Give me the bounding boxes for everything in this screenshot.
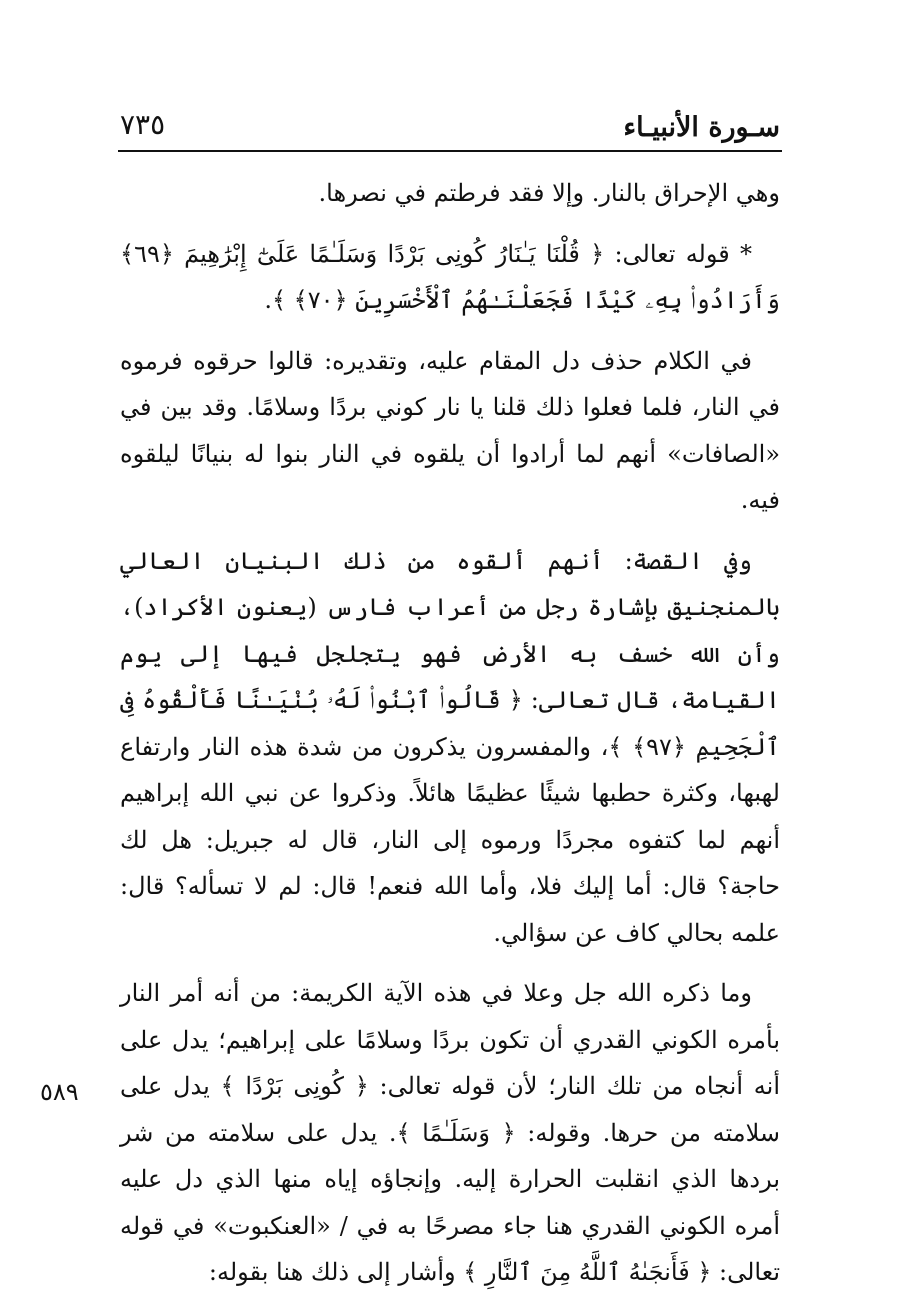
paragraph-4: وفي القصة: أنهم ألقوه من ذلك البنيان العالي بالمنجنيق بإشارة رجل من أعراب فارس (يعنون الأكراد)، وأن الله خسف به الأرض فهو يتجلجل فيها إلى يوم القيامة، قال تعالى: ﴿ قَالُوا۟ ٱبْنُوا۟ لَهُۥ بُنْيَـٰنًا فَأَلْقُوهُ فِى ٱلْجَحِيمِ ﴿٩٧﴾ ﴾، والمفسرون يذكرون من شدة هذه النار وارتفاع لهبها، وكثرة حطبها شيئًا عظيمًا هائلاً. وذكروا عن نبي الله إبراهيم أنهم لما كتفوه مجردًا ورموه إلى النار، قال له جبريل: هل لك حاجة؟ قال: أما إليك فلا، وأما الله فنعم! قال: لم لا تسأله؟ قال: علمه بحالي كاف عن سؤالي. xyxy=(120,546,780,947)
header-rule xyxy=(118,150,782,152)
paragraph-verse-quote: * قوله تعالى: ﴿ قُلْنَا يَـٰنَارُ كُونِى بَرْدًا وَسَلَـٰمًا عَلَىٰٓ إِبْرَٰهِيمَ ﴿٦٩﴾ وَأَرَادُوا۟ بِهِۦ كَيْدًا فَجَعَلْنَـٰهُمُ ٱلْأَخْسَرِينَ ﴿٧٠﴾ ﴾. xyxy=(120,239,780,314)
page-body xyxy=(120,170,780,1296)
paragraph-5: وما ذكره الله جل وعلا في هذه الآية الكريمة: من أنه أمر النار بأمره الكوني القدري أن تكون بردًا وسلامًا على إبراهيم؛ يدل على أنه أنجاه من تلك النار؛ لأن قوله تعالى: ﴿ كُونِى بَرْدًا ﴾ يدل على سلامته من حرها. وقوله: ﴿ وَسَلَـٰمًا ﴾. يدل على سلامته من شر بردها الذي انقلبت الحرارة إليه. وإنجاؤه إياه منها الذي دل عليه أمره الكوني القدري هنا جاء مصرحًا به في / «العنكبوت» في قوله تعالى: ﴿ فَأَنجَىٰهُ ٱللَّهُ مِنَ ٱلنَّارِ ﴾ وأشار إلى ذلك هنا بقوله: xyxy=(120,979,780,1286)
paragraph-3: في الكلام حذف دل المقام عليه، وتقديره: قالوا حرقوه فرموه في النار، فلما فعلوا ذلك قلنا يا نار كوني بردًا وسلامًا. وقد بين في «الصافات» أنهم لما أرادوا أن يلقوه في النار بنوا له بنيانًا ليلقوه فيه. xyxy=(120,346,780,514)
margin-page-number: ٥٨٩ xyxy=(40,1078,79,1106)
page-number: ٧٣٥ xyxy=(120,108,166,141)
paragraph-1: وهي الإحراق بالنار. وإلا فقد فرطتم في نصرها. xyxy=(318,179,780,207)
surah-header-title: سـورة الأنبيـاء xyxy=(623,112,780,143)
